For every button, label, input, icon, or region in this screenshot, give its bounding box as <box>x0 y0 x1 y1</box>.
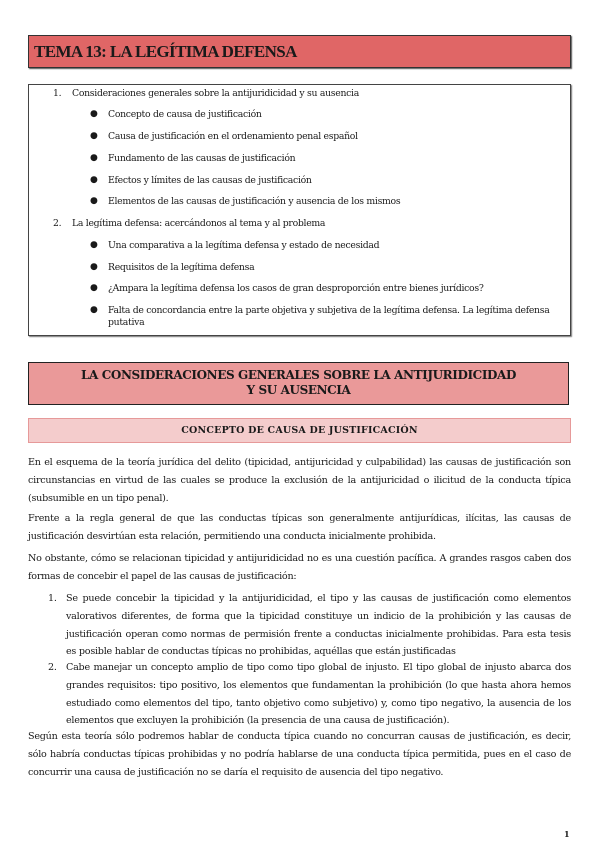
toc-number: 2. <box>53 218 62 229</box>
toc-item-label: Efectos y límites de las causas de justificación <box>108 175 312 186</box>
list-item <box>48 659 571 730</box>
toc-item-label: Una comparativa a la legítima defensa y estado de necesidad <box>108 240 380 251</box>
toc-section-label: Consideraciones generales sobre la antijuridicidad y su ausencia <box>72 88 359 99</box>
bullet-icon: ● <box>90 240 98 250</box>
bullet-icon: ● <box>90 109 98 119</box>
section-heading <box>28 362 569 405</box>
final-paragraph: Según esta teoría sólo podremos hablar de conducta típica cuando no concurran causas de justificación, es decir, sólo habría conductas típicas prohibidas y no podría hablarse de una conducta típica permitida, pues en el caso de concurrir una causa de justificación no se daría el requisito de ausencia del tipo negativo. <box>28 731 571 778</box>
section-heading-text: LA CONSIDERACIONES GENERALES SOBRE LA ANTIJURIDICIDAD Y SU AUSENCIA <box>81 368 516 397</box>
toc-item-label: ¿Ampara la legítima defensa los casos de gran desproporción entre bienes jurídicos? <box>108 283 484 294</box>
toc-item-label: Causa de justificación en el ordenamiento penal español <box>108 131 358 142</box>
paragraph: En el esquema de la teoría jurídica del delito (tipicidad, antijuricidad y culpabilidad) las causas de justificación son circunstancias en virtud de las cuales se produce la exclusión de la antijuricidad o ilicitud de la conducta típica (subsumible en un tipo penal). <box>28 457 571 504</box>
paragraph: No obstante, cómo se relacionan tipicidad y antijuridicidad no es una cuestión pacífica. A grandes rasgos caben dos formas de concebir el papel de las causas de justificación: <box>28 553 571 582</box>
bullet-icon: ● <box>90 153 98 163</box>
list-item <box>48 590 571 661</box>
toc-section-label: La legítima defensa: acercándonos al tema y al problema <box>72 218 326 229</box>
bullet-icon: ● <box>90 262 98 272</box>
toc-item-label: Elementos de las causas de justificación y ausencia de los mismos <box>108 196 401 207</box>
bullet-icon: ● <box>90 283 98 293</box>
bullet-icon: ● <box>90 196 98 206</box>
list-text: Se puede concebir la tipicidad y la antijuridicidad, el tipo y las causas de justificación como elementos valorativos diferentes, de forma que la tipicidad constituye un indicio de la prohibición y las causas de justificación operan como normas de permisión frente a conductas inicialmente prohibidas. Para esta tesis es posible hablar de conductas típicas no prohibidas, aquéllas que están justificadas <box>66 593 571 658</box>
bullet-icon: ● <box>90 175 98 185</box>
page-title: TEMA 13: LA LEGÍTIMA DEFENSA <box>34 42 297 61</box>
bullet-icon: ● <box>90 131 98 141</box>
toc-item-label: Requisitos de la legítima defensa <box>108 262 255 273</box>
bullet-icon: ● <box>90 305 98 315</box>
toc-item-label: Fundamento de las causas de justificación <box>108 153 296 164</box>
list-number: 1. <box>48 593 57 604</box>
list-text: Cabe manejar un concepto amplio de tipo como tipo global de injusto. El tipo global de injusto abarca dos grandes requisitos: tipo positivo, los elementos que fundamentan la prohibición (lo que hasta ahora hemos estudiado como elementos del tipo, tanto objetivo como subjetivo) y, como tipo negativo, la ausencia de los elementos que excluyen la prohibición (la presencia de una causa de justificación). <box>66 662 571 727</box>
page-number: 1 <box>564 829 570 839</box>
paragraph: Frente a la regla general de que las conductas típicas son generalmente antijurídicas, ilícitas, las causas de justificación desvirtúan esta relación, permitiendo una conducta inicialmente prohibida. <box>28 513 571 542</box>
toc-number: 1. <box>53 88 62 99</box>
subheading: CONCEPTO DE CAUSA DE JUSTIFICACIÓN <box>28 418 571 443</box>
toc-item-label: Falta de concordancia entre la parte objetiva y subjetiva de la legítima defensa. La legítima defensa putativa <box>108 305 550 328</box>
toc-item-label: Concepto de causa de justificación <box>108 109 262 120</box>
list-number: 2. <box>48 662 57 673</box>
table-of-contents <box>28 84 571 336</box>
title-box <box>28 35 571 68</box>
